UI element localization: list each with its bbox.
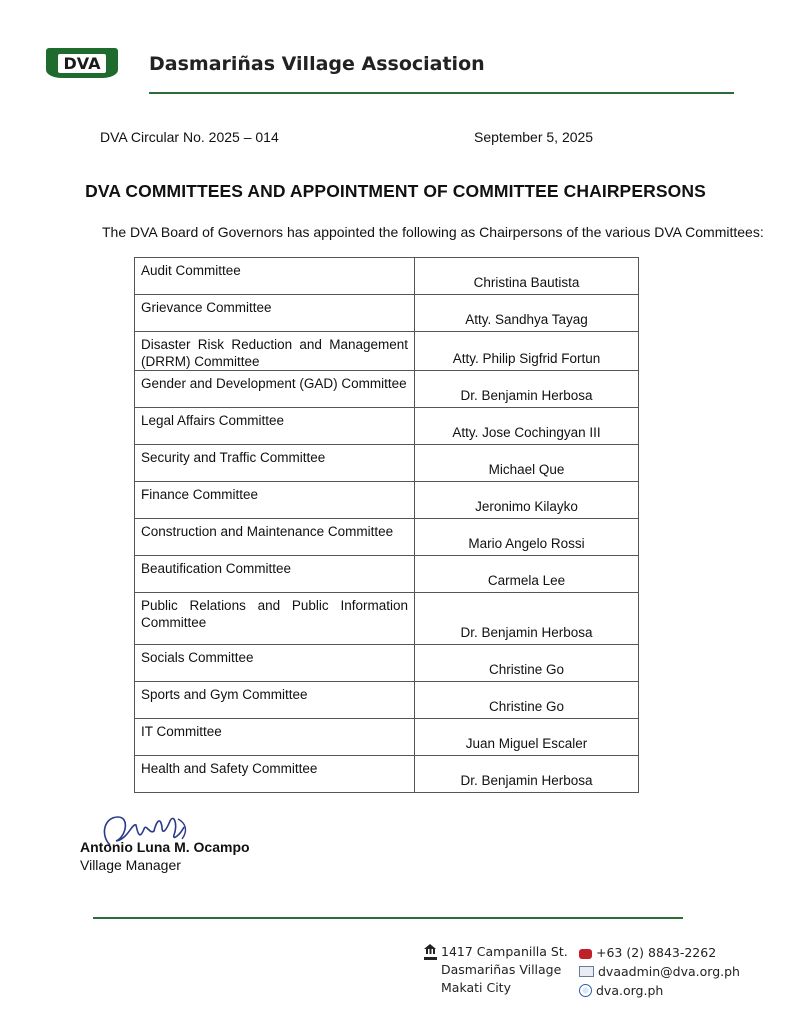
email-address: dvaadmin@dva.org.ph <box>598 964 740 979</box>
chairperson-name: Dr. Benjamin Herbosa <box>415 371 639 408</box>
committee-name: Beautification Committee <box>135 556 415 593</box>
table-row <box>135 645 639 682</box>
circular-number: DVA Circular No. 2025 – 014 <box>100 129 279 145</box>
address-line: 1417 Campanilla St. <box>441 944 568 959</box>
globe-icon <box>579 984 592 997</box>
phone-number: +63 (2) 8843-2262 <box>596 945 717 960</box>
table-row <box>135 719 639 756</box>
table-row <box>135 258 639 295</box>
committee-name: Grievance Committee <box>135 295 415 332</box>
phone-icon <box>579 949 592 959</box>
footer-address <box>424 943 568 997</box>
footer-divider <box>93 917 683 919</box>
table-row <box>135 556 639 593</box>
header-divider <box>149 92 734 94</box>
chairperson-name: Atty. Sandhya Tayag <box>415 295 639 332</box>
chairperson-name: Jeronimo Kilayko <box>415 482 639 519</box>
address-line: Dasmariñas Village <box>441 962 562 977</box>
table-row <box>135 408 639 445</box>
chairperson-name: Dr. Benjamin Herbosa <box>415 593 639 645</box>
committee-name: Gender and Development (GAD) Committee <box>135 371 415 408</box>
committee-name: Socials Committee <box>135 645 415 682</box>
chairperson-name: Atty. Jose Cochingyan III <box>415 408 639 445</box>
committee-name: IT Committee <box>135 719 415 756</box>
committee-name: Audit Committee <box>135 258 415 295</box>
committee-name: Construction and Maintenance Committee <box>135 519 415 556</box>
committee-name: Public Relations and Public Information Committee <box>135 593 415 645</box>
table-row <box>135 445 639 482</box>
committee-name: Security and Traffic Committee <box>135 445 415 482</box>
committees-table <box>134 257 639 793</box>
table-row <box>135 593 639 645</box>
chairperson-name: Christina Bautista <box>415 258 639 295</box>
chairperson-name: Christine Go <box>415 645 639 682</box>
chairperson-name: Michael Que <box>415 445 639 482</box>
signatory-name: Antonio Luna M. Ocampo <box>80 839 250 855</box>
building-icon <box>424 944 437 960</box>
committee-name: Sports and Gym Committee <box>135 682 415 719</box>
table-row <box>135 332 639 371</box>
logo-text: DVA <box>58 54 107 73</box>
footer-contact <box>579 943 740 1000</box>
chairperson-name: Christine Go <box>415 682 639 719</box>
table-row <box>135 756 639 793</box>
document-title: DVA COMMITTEES AND APPOINTMENT OF COMMITTEE CHAIRPERSONS <box>85 181 706 201</box>
circular-date: September 5, 2025 <box>474 129 594 145</box>
chairperson-name: Atty. Philip Sigfrid Fortun <box>415 332 639 371</box>
chairperson-name: Mario Angelo Rossi <box>415 519 639 556</box>
org-name: Dasmariñas Village Association <box>149 53 485 75</box>
chairperson-name: Carmela Lee <box>415 556 639 593</box>
committee-name: Legal Affairs Committee <box>135 408 415 445</box>
table-row <box>135 371 639 408</box>
intro-paragraph: The DVA Board of Governors has appointed the following as Chairpersons of the various DVA Committees: <box>102 224 764 240</box>
committee-name: Disaster Risk Reduction and Management (DRRM) Committee <box>135 332 415 371</box>
table-row <box>135 682 639 719</box>
committee-name: Health and Safety Committee <box>135 756 415 793</box>
table-row <box>135 482 639 519</box>
address-line: Makati City <box>441 980 511 995</box>
website: dva.org.ph <box>596 983 664 998</box>
table-row <box>135 295 639 332</box>
table-row <box>135 519 639 556</box>
chairperson-name: Dr. Benjamin Herbosa <box>415 756 639 793</box>
mail-icon <box>579 966 594 977</box>
chairperson-name: Juan Miguel Escaler <box>415 719 639 756</box>
committee-name: Finance Committee <box>135 482 415 519</box>
signatory-role: Village Manager <box>80 857 181 873</box>
dva-logo <box>46 48 118 78</box>
